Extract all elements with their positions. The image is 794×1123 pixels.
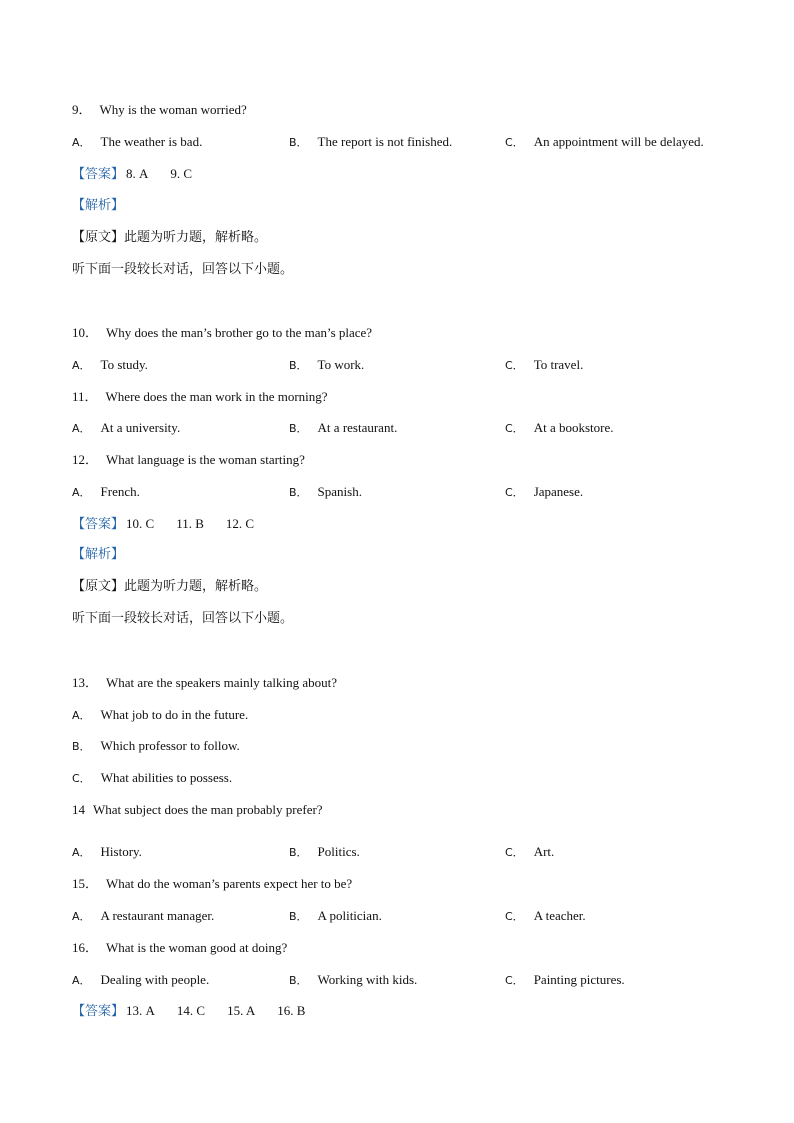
option-a: [72, 843, 142, 862]
option-b: [289, 133, 452, 152]
question-text: Where does the man work in the morning?: [105, 389, 328, 404]
option-b: [289, 971, 417, 990]
answer-item: 10. C: [126, 516, 155, 531]
option-c: [72, 769, 232, 788]
option-letter: B．: [289, 974, 308, 987]
option-letter: B．: [289, 846, 308, 859]
option-b: [289, 843, 360, 862]
option-a: [72, 907, 214, 926]
question-9: [72, 101, 247, 119]
option-text: To work.: [317, 357, 365, 372]
answer-item: 8. A: [126, 166, 149, 181]
section-intro: 听下面一段较长对话，回答以下小题。: [72, 262, 294, 277]
option-letter: C．: [72, 772, 91, 785]
option-letter: A．: [72, 910, 91, 923]
option-a: [72, 971, 209, 990]
option-c: [505, 843, 554, 862]
question-number: 13．: [72, 675, 99, 690]
question-text: What language is the woman starting?: [106, 452, 305, 467]
option-letter: C．: [505, 974, 524, 987]
question-text: What do the woman’s parents expect her to be?: [106, 876, 353, 891]
option-a: [72, 133, 202, 152]
answer-item: 16. B: [277, 1003, 306, 1018]
option-text: The weather is bad.: [100, 134, 203, 149]
option-text: A restaurant manager.: [100, 908, 215, 923]
option-c: [505, 907, 586, 926]
option-letter: C．: [505, 486, 524, 499]
option-text: An appointment will be delayed.: [533, 134, 704, 149]
original-text-note: 【原文】此题为听力题，解析略。: [72, 230, 268, 245]
question-text: What subject does the man probably prefer?: [93, 802, 323, 817]
option-text: The report is not finished.: [317, 134, 453, 149]
question-text: What is the woman good at doing?: [106, 940, 288, 955]
option-text: To travel.: [533, 357, 584, 372]
answer-line: [72, 165, 192, 184]
answer-item: 9. C: [170, 166, 193, 181]
question-number: 15．: [72, 876, 99, 891]
option-b: [289, 419, 397, 438]
option-a: [72, 483, 140, 502]
option-letter: A．: [72, 974, 91, 987]
option-c: [505, 356, 583, 375]
option-b: [289, 483, 362, 502]
option-letter: B．: [289, 359, 308, 372]
option-letter: C．: [505, 359, 524, 372]
answer-tag: 【答案】: [72, 517, 125, 532]
option-letter: A．: [72, 422, 91, 435]
option-letter: A．: [72, 486, 91, 499]
option-letter: B．: [289, 422, 308, 435]
option-text: Art.: [533, 844, 555, 859]
option-letter: A．: [72, 709, 91, 722]
question-number: 10．: [72, 325, 99, 340]
option-text: A teacher.: [533, 908, 586, 923]
answer-item: 12. C: [225, 516, 255, 531]
answer-tag: 【答案】: [72, 1004, 125, 1019]
question-14: [72, 801, 323, 819]
answer-item: 13. A: [126, 1003, 155, 1018]
original-text-note: 【原文】此题为听力题，解析略。: [72, 579, 268, 594]
option-text: Politics.: [317, 844, 360, 859]
question-text: Why does the man’s brother go to the man’s place?: [106, 325, 373, 340]
option-text: At a university.: [100, 420, 181, 435]
option-letter: B．: [289, 136, 308, 149]
option-letter: C．: [505, 910, 524, 923]
option-c: [505, 971, 625, 990]
analysis-tag: 【解析】: [72, 198, 125, 213]
question-text: What are the speakers mainly talking about?: [106, 675, 338, 690]
option-letter: C．: [505, 846, 524, 859]
question-number: 12．: [72, 452, 99, 467]
question-text: Why is the woman worried?: [99, 102, 247, 117]
option-letter: B．: [289, 910, 308, 923]
option-text: Working with kids.: [317, 972, 418, 987]
option-text: What job to do in the future.: [100, 707, 249, 722]
option-text: Painting pictures.: [533, 972, 625, 987]
option-c: [505, 133, 704, 152]
option-text: French.: [100, 484, 140, 499]
option-c: [505, 419, 613, 438]
question-number: 11．: [72, 389, 98, 404]
option-text: Spanish.: [317, 484, 362, 499]
option-c: [505, 483, 583, 502]
question-number: 14: [72, 802, 85, 817]
option-b: [289, 356, 364, 375]
option-a: [72, 706, 248, 725]
option-text: What abilities to possess.: [100, 770, 233, 785]
option-text: At a restaurant.: [317, 420, 398, 435]
question-11: [72, 388, 328, 406]
option-b: [72, 737, 240, 756]
question-13: [72, 674, 337, 692]
answer-line: [72, 1002, 305, 1021]
option-text: At a bookstore.: [533, 420, 614, 435]
option-letter: B．: [72, 740, 91, 753]
answer-tag: 【答案】: [72, 167, 125, 182]
question-number: 9．: [72, 102, 92, 117]
question-15: [72, 875, 352, 893]
answer-item: 11. B: [176, 516, 204, 531]
question-16: [72, 939, 287, 957]
option-text: Which professor to follow.: [100, 738, 240, 753]
option-b: [289, 907, 382, 926]
option-a: [72, 356, 148, 375]
option-text: To study.: [100, 357, 148, 372]
answer-item: 15. A: [227, 1003, 256, 1018]
option-text: Japanese.: [533, 484, 584, 499]
option-letter: A．: [72, 136, 91, 149]
answer-line: [72, 515, 254, 534]
option-letter: B．: [289, 486, 308, 499]
option-a: [72, 419, 180, 438]
question-number: 16．: [72, 940, 99, 955]
option-text: Dealing with people.: [100, 972, 210, 987]
section-intro: 听下面一段较长对话，回答以下小题。: [72, 611, 294, 626]
option-letter: A．: [72, 359, 91, 372]
option-letter: C．: [505, 136, 524, 149]
answer-item: 14. C: [176, 1003, 206, 1018]
analysis-tag: 【解析】: [72, 547, 125, 562]
option-text: History.: [100, 844, 142, 859]
option-letter: A．: [72, 846, 91, 859]
option-text: A politician.: [317, 908, 382, 923]
question-12: [72, 451, 305, 469]
question-10: [72, 324, 372, 342]
option-letter: C．: [505, 422, 524, 435]
